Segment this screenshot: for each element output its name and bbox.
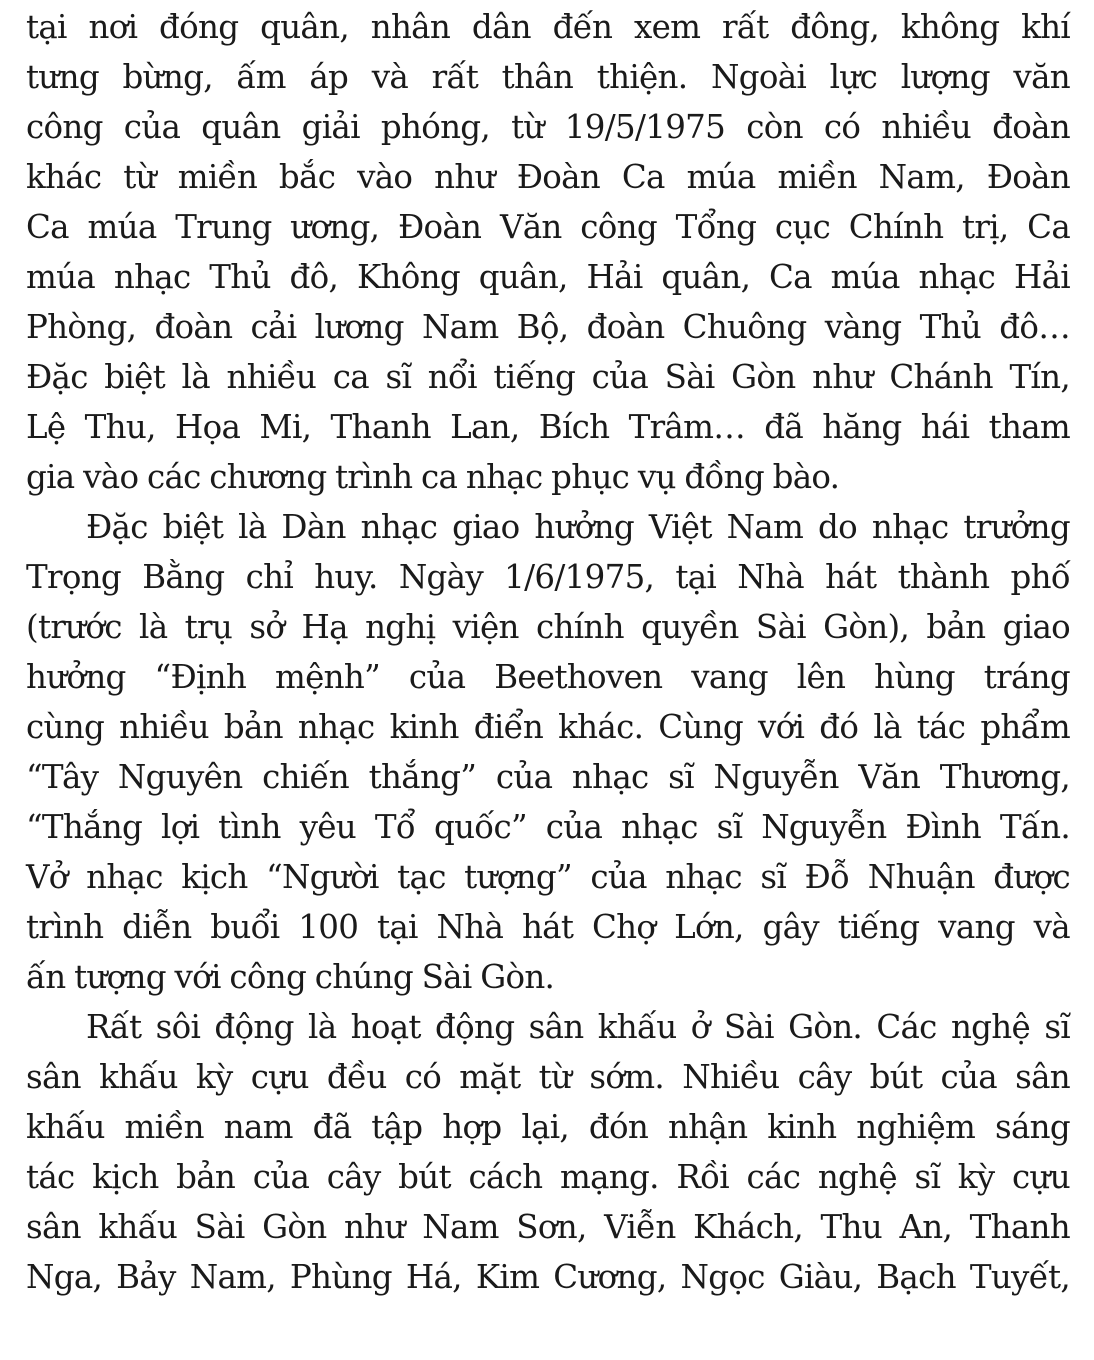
text-line: Đặc biệt là nhiều ca sĩ nổi tiếng của Sài Gòn như Chánh Tín,	[26, 358, 1070, 396]
text-line: Vở nhạc kịch “Người tạc tượng” của nhạc sĩ Đỗ Nhuận được	[26, 858, 1070, 896]
text-line: (trước là trụ sở Hạ nghị viện chính quyền Sài Gòn), bản giao	[26, 608, 1070, 646]
text-line: ấn tượng với công chúng Sài Gòn.	[26, 958, 555, 996]
text-line: khác từ miền bắc vào như Đoàn Ca múa miền Nam, Đoàn	[26, 158, 1070, 196]
text-line: Đặc biệt là Dàn nhạc giao hưởng Việt Nam do nhạc trưởng	[86, 508, 1070, 546]
text-line: khấu miền nam đã tập hợp lại, đón nhận kinh nghiệm sáng	[26, 1108, 1070, 1146]
paragraph-1	[26, 2, 1070, 502]
text-line: “Tây Nguyên chiến thắng” của nhạc sĩ Nguyễn Văn Thương,	[26, 758, 1070, 796]
text-line: “Thắng lợi tình yêu Tổ quốc” của nhạc sĩ Nguyễn Đình Tấn.	[26, 808, 1070, 846]
text-line: Nga, Bảy Nam, Phùng Há, Kim Cương, Ngọc Giàu, Bạch Tuyết,	[26, 1258, 1070, 1296]
text-line: tác kịch bản của cây bút cách mạng. Rồi các nghệ sĩ kỳ cựu	[26, 1158, 1070, 1196]
paragraph-3	[26, 1002, 1070, 1302]
text-line: gia vào các chương trình ca nhạc phục vụ đồng bào.	[26, 458, 840, 496]
paragraph-2	[26, 502, 1070, 1002]
text-line: hưởng “Định mệnh” của Beethoven vang lên hùng tráng	[26, 658, 1070, 696]
text-line: Rất sôi động là hoạt động sân khấu ở Sài Gòn. Các nghệ sĩ	[86, 1008, 1070, 1046]
text-line: cùng nhiều bản nhạc kinh điển khác. Cùng với đó là tác phẩm	[26, 708, 1070, 746]
document-page	[26, 2, 1070, 1302]
text-line: Phòng, đoàn cải lương Nam Bộ, đoàn Chuông vàng Thủ đô…	[26, 308, 1070, 346]
text-line: Lệ Thu, Họa Mi, Thanh Lan, Bích Trâm… đã hăng hái tham	[26, 408, 1070, 446]
text-line: công của quân giải phóng, từ 19/5/1975 còn có nhiều đoàn	[26, 108, 1070, 146]
text-line: Trọng Bằng chỉ huy. Ngày 1/6/1975, tại Nhà hát thành phố	[26, 558, 1070, 596]
text-line: múa nhạc Thủ đô, Không quân, Hải quân, Ca múa nhạc Hải	[26, 258, 1070, 296]
text-line: Ca múa Trung ương, Đoàn Văn công Tổng cục Chính trị, Ca	[26, 208, 1070, 246]
text-line: tại nơi đóng quân, nhân dân đến xem rất đông, không khí	[26, 8, 1070, 46]
text-line: sân khấu kỳ cựu đều có mặt từ sớm. Nhiều cây bút của sân	[26, 1058, 1070, 1096]
text-line: tưng bừng, ấm áp và rất thân thiện. Ngoài lực lượng văn	[26, 58, 1070, 96]
text-line: sân khấu Sài Gòn như Nam Sơn, Viễn Khách, Thu An, Thanh	[26, 1208, 1070, 1246]
text-line: trình diễn buổi 100 tại Nhà hát Chợ Lớn, gây tiếng vang và	[26, 908, 1070, 946]
